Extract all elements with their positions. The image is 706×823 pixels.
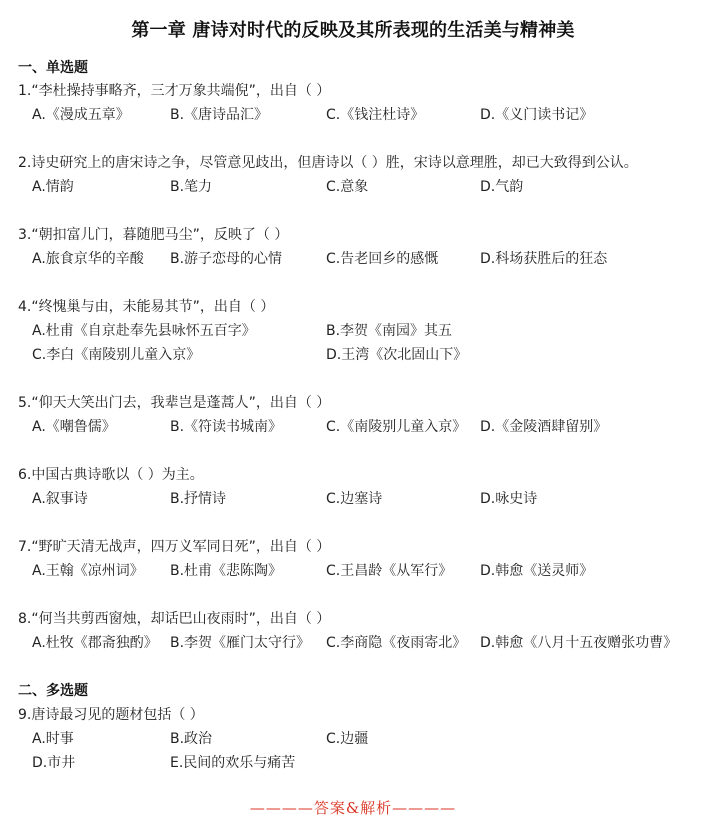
question-7-option-c: C.王昌龄《从军行》 (326, 563, 453, 579)
question-8-stem: 8.“何当共剪西窗烛，却话巴山夜雨时”，出自（ ） (18, 611, 331, 627)
question-3-option-a: A.旅食京华的辛酸 (32, 251, 144, 267)
question-1-option-b: B.《唐诗品汇》 (170, 107, 269, 123)
question-7-stem: 7.“野旷天清无战声，四万义军同日死”，出自（ ） (18, 539, 331, 555)
question-8-option-d: D.韩愈《八月十五夜赠张功曹》 (480, 635, 678, 651)
question-6-option-a: A.叙事诗 (32, 491, 88, 507)
question-4-option-d: D.王湾《次北固山下》 (326, 347, 468, 363)
question-3-stem: 3.“朝扣富儿门，暮随肥马尘”，反映了（ ） (18, 227, 289, 243)
question-1-option-c: C.《钱注杜诗》 (326, 107, 425, 123)
question-6-option-b: B.抒情诗 (170, 491, 227, 507)
question-5-option-c: C.《南陵别儿童入京》 (326, 419, 467, 435)
question-4-option-a: A.杜甫《自京赴奉先县咏怀五百字》 (32, 323, 256, 339)
question-2-option-d: D.气韵 (480, 179, 524, 195)
question-8-option-a: A.杜牧《郡斋独酌》 (32, 635, 158, 651)
section-heading-single-choice: 一、单选题 (18, 60, 88, 76)
question-4-stem: 4.“终愧巢与由，未能易其节”，出自（ ） (18, 299, 275, 315)
question-4-option-b: B.李贺《南园》其五 (326, 323, 453, 339)
question-3-option-c: C.告老回乡的感慨 (326, 251, 439, 267)
question-2-option-a: A.情韵 (32, 179, 74, 195)
question-7-option-a: A.王翰《凉州词》 (32, 563, 144, 579)
section-heading-multiple-choice: 二、多选题 (18, 683, 88, 699)
question-9-option-d: D.市井 (32, 755, 76, 771)
question-1-stem: 1.“李杜操持事略齐，三才万象共端倪”，出自（ ） (18, 83, 331, 99)
question-5-option-b: B.《符读书城南》 (170, 419, 283, 435)
page-title: 第一章 唐诗对时代的反映及其所表现的生活美与精神美 (131, 20, 575, 41)
question-4-option-c: C.李白《南陵别儿童入京》 (32, 347, 201, 363)
question-5-stem: 5.“仰天大笑出门去，我辈岂是蓬蒿人”，出自（ ） (18, 395, 331, 411)
question-9-option-c: C.边疆 (326, 731, 369, 747)
question-5-option-a: A.《嘲鲁儒》 (32, 419, 116, 435)
question-3-option-d: D.科场获胜后的狂态 (480, 251, 608, 267)
question-8-option-b: B.李贺《雁门太守行》 (170, 635, 311, 651)
question-5-option-d: D.《金陵酒肆留别》 (480, 419, 608, 435)
question-1-option-a: A.《漫成五章》 (32, 107, 130, 123)
question-2-stem: 2.诗史研究上的唐宋诗之争，尽管意见歧出，但唐诗以（ ）胜，宋诗以意理胜，却已大致得到公认。 (18, 155, 638, 171)
question-6-stem: 6.中国古典诗歌以（ ）为主。 (18, 467, 204, 483)
question-9-option-e: E.民间的欢乐与痛苦 (170, 755, 296, 771)
question-3-option-b: B.游子恋母的心情 (170, 251, 283, 267)
question-7-option-d: D.韩愈《送灵师》 (480, 563, 594, 579)
question-2-option-b: B.笔力 (170, 179, 213, 195)
question-9-stem: 9.唐诗最习见的题材包括（ ） (18, 707, 204, 723)
question-9-option-b: B.政治 (170, 731, 213, 747)
question-2-option-c: C.意象 (326, 179, 369, 195)
question-6-option-c: C.边塞诗 (326, 491, 383, 507)
question-1-option-d: D.《义门读书记》 (480, 107, 594, 123)
question-6-option-d: D.咏史诗 (480, 491, 538, 507)
question-7-option-b: B.杜甫《悲陈陶》 (170, 563, 283, 579)
answers-divider-link[interactable]: ————答案&解析———— (249, 799, 457, 817)
question-8-option-c: C.李商隐《夜雨寄北》 (326, 635, 467, 651)
question-9-option-a: A.时事 (32, 731, 74, 747)
